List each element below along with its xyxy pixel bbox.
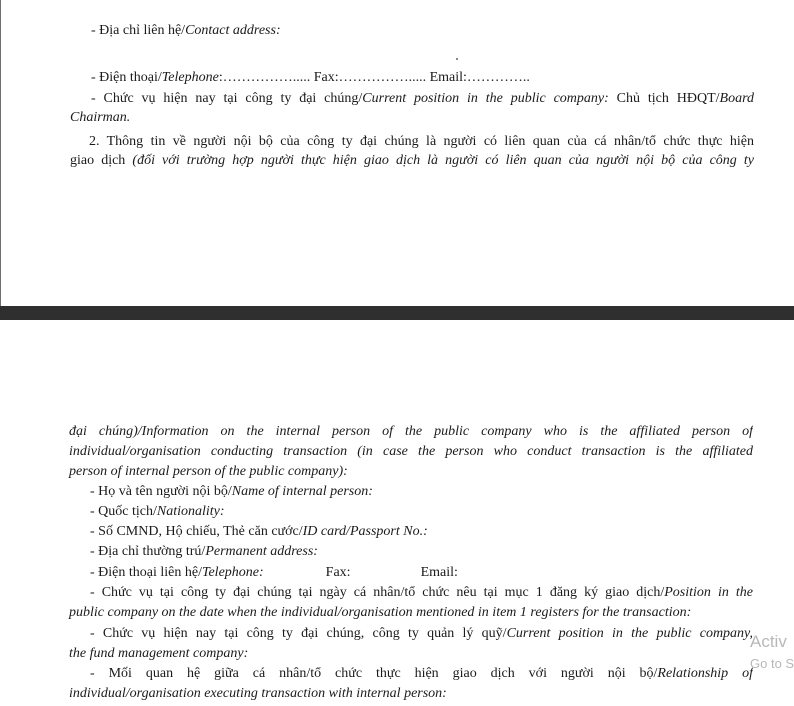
fund-position-line-2: the fund management company: [69,646,249,661]
current-position-line-1: - Chức vụ hiện nay tại công ty đại chúng/Current position in the public company: Chủ tịch HĐQT/Board [91,91,754,106]
section-2-heading-line-5: person of internal person of the public company): [69,464,348,479]
document-page-top [0,0,794,306]
contact-address-line: - Địa chỉ liên hệ/Contact address: [91,23,281,38]
nationality-line: - Quốc tịch/Nationality: [90,504,225,519]
section-2-heading-line-3: đại chúng)/Information on the internal person of the public company who is the affiliated person of [69,424,753,439]
position-on-date-line-2: public company on the date when the individual/organisation mentioned in item 1 registers for the transaction: [69,605,692,620]
activation-watermark-title: Activ [750,632,787,651]
section-2-heading-line-4: individual/organisation conducting transaction (in case the person who conduct transaction is the affiliated [69,444,753,459]
activation-watermark-subtitle: Go to S [750,656,794,671]
section-2-heading-line-1: 2. Thông tin về người nội bộ của công ty đại chúng là người có liên quan của cá nhân/tổ chức thực hiện [89,134,754,149]
page-gap [0,306,794,320]
scan-speck [456,58,458,60]
id-card-line: - Số CMND, Hộ chiếu, Thẻ căn cước/ID card/Passport No.: [90,524,428,539]
internal-telephone-line: - Điện thoại liên hệ/Telephone: Fax: Email: [90,565,458,580]
position-on-date-line-1: - Chức vụ tại công ty đại chúng tại ngày cá nhân/tổ chức nêu tại mục 1 đăng ký giao dịch/Position in the [90,585,753,600]
telephone-line: - Điện thoại/Telephone:……………..... Fax:……………..... Email:………….. [91,70,530,85]
relationship-line-2: individual/organisation executing transaction with internal person: [69,686,447,701]
relationship-line-1: - Mối quan hệ giữa cá nhân/tổ chức thực hiện giao dịch với người nội bộ/Relationship of [90,666,753,681]
document-page-bottom [0,320,794,706]
section-2-heading-line-2: giao dịch (đối với trường hợp người thực hiện giao dịch là người có liên quan của người nội bộ của công ty [70,153,754,168]
permanent-address-line: - Địa chỉ thường trú/Permanent address: [90,544,318,559]
fund-position-line-1: - Chức vụ hiện nay tại công ty đại chúng, công ty quản lý quỹ/Current position in the public company, [90,626,753,641]
current-position-line-2: Chairman. [70,110,131,125]
internal-person-name-line: - Họ và tên người nội bộ/Name of internal person: [90,484,373,499]
